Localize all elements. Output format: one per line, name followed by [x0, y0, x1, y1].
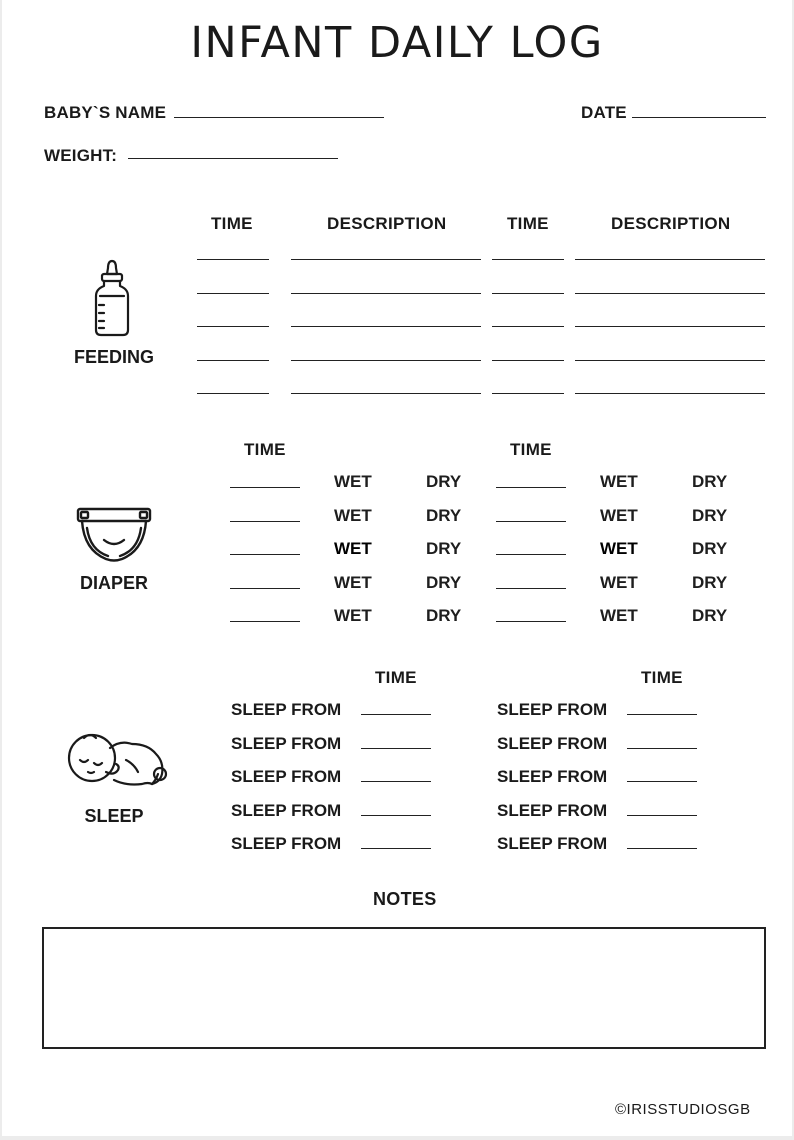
sleep-time-line[interactable] — [627, 748, 697, 749]
wet-option[interactable]: WET — [600, 539, 638, 558]
diaper-time-line[interactable] — [496, 621, 566, 622]
sleep-from-label: SLEEP FROM — [497, 800, 608, 820]
sleep-time-line[interactable] — [361, 748, 431, 749]
notes-label: NOTES — [373, 889, 437, 909]
diaper-time-line[interactable] — [230, 487, 300, 488]
sleep-time-line[interactable] — [361, 815, 431, 816]
feeding-time-line[interactable] — [492, 393, 564, 394]
feeding-time-line[interactable] — [492, 259, 564, 260]
dry-option[interactable]: DRY — [426, 572, 462, 592]
sleep-time-line[interactable] — [627, 815, 697, 816]
diaper-time-line[interactable] — [230, 621, 300, 622]
feeding-time-line[interactable] — [197, 259, 269, 260]
wet-option[interactable]: WET — [334, 572, 372, 592]
sleep-time-line[interactable] — [361, 714, 431, 715]
sleep-from-label: SLEEP FROM — [497, 733, 608, 753]
feeding-time-line[interactable] — [492, 326, 564, 327]
wet-option[interactable]: WET — [600, 505, 638, 525]
weight-field[interactable] — [128, 158, 338, 159]
feeding-time-header-1: TIME — [211, 214, 253, 233]
feeding-description-line[interactable] — [575, 393, 765, 394]
sleep-from-label: SLEEP FROM — [231, 800, 342, 820]
feeding-time-line[interactable] — [197, 326, 269, 327]
sleep-time-line[interactable] — [627, 848, 697, 849]
wet-option[interactable]: WET — [334, 472, 372, 491]
copyright-text: ©IRISSTUDIOSGB — [615, 1101, 751, 1118]
notes-box[interactable] — [42, 927, 766, 1049]
diaper-time-header-1: TIME — [244, 440, 286, 459]
sleeping-baby-icon — [66, 730, 170, 794]
wet-option[interactable]: WET — [600, 572, 638, 592]
sleep-time-line[interactable] — [627, 714, 697, 715]
date-label: DATE — [581, 103, 627, 122]
wet-option[interactable]: WET — [334, 606, 372, 625]
weight-label: WEIGHT: — [44, 146, 118, 165]
baby-name-label: BABY`S NAME — [44, 103, 167, 122]
feeding-time-header-2: TIME — [507, 214, 549, 233]
dry-option[interactable]: DRY — [426, 505, 462, 525]
feeding-description-line[interactable] — [291, 259, 481, 260]
diaper-time-line[interactable] — [230, 588, 300, 589]
feeding-description-line[interactable] — [575, 326, 765, 327]
feeding-time-line[interactable] — [492, 360, 564, 361]
sleep-time-line[interactable] — [361, 781, 431, 782]
feeding-description-line[interactable] — [291, 360, 481, 361]
diaper-time-line[interactable] — [230, 554, 300, 555]
feeding-description-line[interactable] — [575, 259, 765, 260]
feeding-time-line[interactable] — [197, 293, 269, 294]
diaper-time-line[interactable] — [496, 487, 566, 488]
sleep-time-header-1: TIME — [375, 668, 417, 687]
diaper-time-line[interactable] — [496, 554, 566, 555]
diaper-label: DIAPER — [79, 573, 148, 593]
feeding-description-line[interactable] — [575, 360, 765, 361]
wet-option[interactable]: WET — [334, 539, 372, 558]
feeding-label: FEEDING — [73, 347, 154, 367]
sleep-from-label: SLEEP FROM — [497, 767, 608, 786]
diaper-time-line[interactable] — [496, 588, 566, 589]
wet-option[interactable]: WET — [600, 606, 638, 625]
baby-bottle-icon — [90, 258, 134, 338]
dry-option[interactable]: DRY — [692, 606, 728, 625]
feeding-description-header-1: DESCRIPTION — [327, 214, 447, 233]
feeding-time-line[interactable] — [492, 293, 564, 294]
feeding-description-line[interactable] — [291, 293, 481, 294]
feeding-description-line[interactable] — [291, 393, 481, 394]
feeding-time-line[interactable] — [197, 393, 269, 394]
sleep-from-label: SLEEP FROM — [231, 767, 342, 786]
sleep-time-line[interactable] — [627, 781, 697, 782]
diaper-time-line[interactable] — [496, 521, 566, 522]
diaper-icon — [76, 506, 152, 564]
dry-option[interactable]: DRY — [426, 606, 462, 625]
sleep-from-label: SLEEP FROM — [231, 700, 342, 719]
sleep-label: SLEEP — [84, 806, 144, 826]
feeding-time-line[interactable] — [197, 360, 269, 361]
feeding-description-line[interactable] — [575, 293, 765, 294]
sleep-from-label: SLEEP FROM — [231, 733, 342, 753]
dry-option[interactable]: DRY — [692, 472, 728, 491]
dry-option[interactable]: DRY — [426, 539, 462, 558]
dry-option[interactable]: DRY — [692, 539, 728, 558]
date-field[interactable] — [632, 117, 766, 118]
page-title: INFANT DAILY LOG — [190, 18, 604, 68]
sleep-from-label: SLEEP FROM — [231, 834, 342, 853]
wet-option[interactable]: WET — [600, 472, 638, 491]
diaper-time-line[interactable] — [230, 521, 300, 522]
sleep-from-label: SLEEP FROM — [497, 700, 608, 719]
feeding-description-line[interactable] — [291, 326, 481, 327]
sleep-time-header-2: TIME — [641, 668, 683, 687]
sleep-from-label: SLEEP FROM — [497, 834, 608, 853]
dry-option[interactable]: DRY — [692, 572, 728, 592]
baby-name-field[interactable] — [174, 117, 384, 118]
wet-option[interactable]: WET — [334, 505, 372, 525]
feeding-description-header-2: DESCRIPTION — [611, 214, 731, 233]
dry-option[interactable]: DRY — [692, 505, 728, 525]
diaper-time-header-2: TIME — [510, 440, 552, 459]
sleep-time-line[interactable] — [361, 848, 431, 849]
dry-option[interactable]: DRY — [426, 472, 462, 491]
